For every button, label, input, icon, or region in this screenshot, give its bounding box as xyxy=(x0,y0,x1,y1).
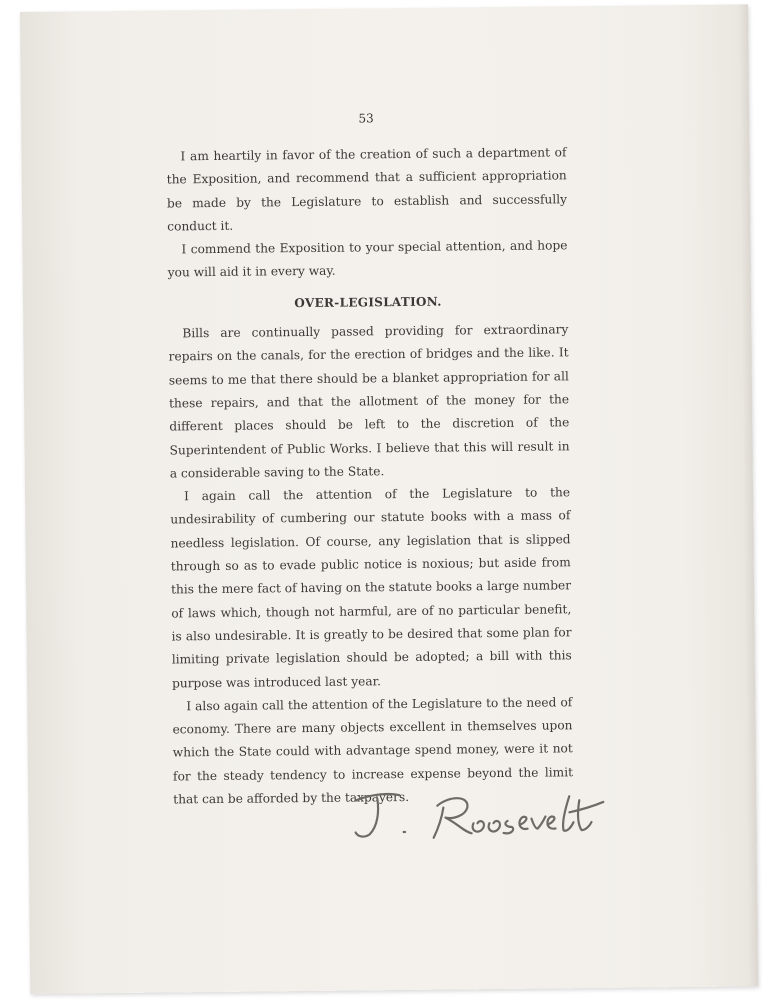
section-heading: OVER-LEGISLATION. xyxy=(294,294,442,310)
book-page xyxy=(20,4,758,994)
paragraph-canal-repairs: Bills are continually passed providing for extraordinary repairs on the canals, for the erection of bridges and the like. It seems to me that there should be a blanket appropriation for all these repairs, and that the allotment of the money for the different places should be left to the discretion of the Superintendent of Public Works. I believe that this will result in a considerable saving to the State. xyxy=(168,322,570,481)
body-text xyxy=(166,141,573,811)
page-number: 53 xyxy=(358,111,374,126)
paragraph-exposition-appropriation: I am heartily in favor of the creation of such a department of the Exposition, and recommend that a sufficient appropriation be made by the Legislature to establish and successfully conduct it. xyxy=(166,145,568,234)
handwritten-signature xyxy=(333,765,664,858)
paragraph-economy: I also again call the attention of the Legislature to the need of economy. There are many objects excellent in themselves upon which the State could with advantage spend money, were it not for the steady tendency to increase expense beyond the limit that can be afforded by the taxpayers. xyxy=(172,695,574,807)
paragraph-needless-legislation: I again call the attention of the Legislature to the undesirability of cumbering our statute books with a mass of needless legislation. Of course, any legislation that is slipped through so as to evade public notice is noxious; but aside from this the mere fact of having on the statute books a large number of laws which, though not harmful, are of no particular benefit, is also undesirable. It is greatly to be desired that some plan for limiting private legislation should be adopted; a bill with this purpose was introduced last year. xyxy=(170,485,572,690)
paragraph-exposition-commend: I commend the Exposition to your special attention, and hope you will aid it in every way. xyxy=(167,238,568,280)
page-edge-shadow xyxy=(738,4,758,986)
